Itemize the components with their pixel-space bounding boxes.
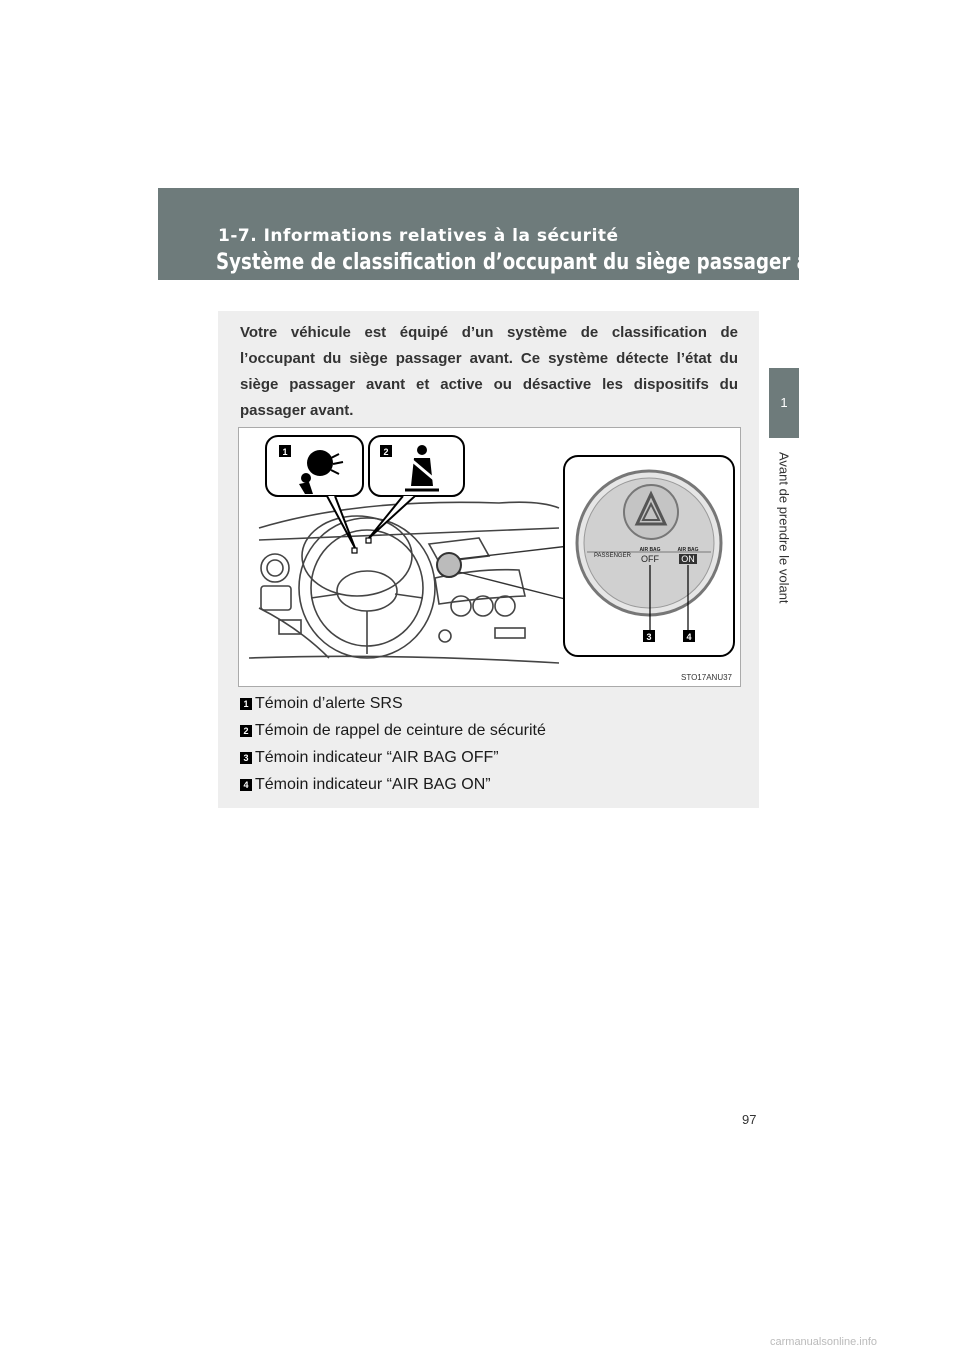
chapter-tab[interactable]: 1 bbox=[769, 368, 799, 438]
airbag-on-label: ON bbox=[681, 554, 695, 564]
marker-2-label: 2 bbox=[383, 447, 389, 457]
airbag-on-top-label: AIR BAG bbox=[677, 547, 699, 553]
callout-text: Témoin de rappel de ceinture de sécurité bbox=[255, 721, 546, 739]
callout-text: Témoin indicateur “AIR BAG OFF” bbox=[255, 748, 499, 766]
content-box bbox=[218, 311, 759, 808]
passenger-label: PASSENGER bbox=[594, 553, 631, 559]
callout-text: Témoin indicateur “AIR BAG ON” bbox=[255, 775, 491, 793]
airbag-off-label: OFF bbox=[641, 554, 659, 564]
marker-3-label: 3 bbox=[646, 632, 652, 642]
callout-item bbox=[240, 744, 750, 771]
page-header bbox=[158, 188, 855, 280]
intro-paragraph: Votre véhicule est équipé d’un système de classification de l’occupant du siège passager avant. Ce système détecte l’état du siège passager avant et active ou désactive les dispositifs du passager avant. bbox=[240, 324, 738, 419]
callout-number-badge: 3 bbox=[240, 752, 252, 764]
page-number: 97 bbox=[742, 1112, 757, 1127]
dashboard-illustration bbox=[239, 428, 740, 686]
marker-1-label: 1 bbox=[282, 447, 288, 457]
figure-code: STO17ANU37 bbox=[681, 673, 732, 682]
callout-list bbox=[240, 690, 750, 798]
callout-number-badge: 2 bbox=[240, 725, 252, 737]
callout-number-badge: 1 bbox=[240, 698, 252, 710]
callout-number-badge: 4 bbox=[240, 779, 252, 791]
callout-item bbox=[240, 771, 750, 798]
callout-item bbox=[240, 717, 750, 744]
chapter-label: Avant de prendre le volant bbox=[776, 452, 792, 604]
airbag-off-top-label: AIR BAG bbox=[639, 547, 661, 553]
callout-text: Témoin d’alerte SRS bbox=[255, 694, 403, 712]
watermark[interactable]: carmanualsonline.info bbox=[770, 1336, 878, 1348]
section-label: 1-7. Informations relatives à la sécurité bbox=[218, 226, 619, 246]
page-title: Système de classification d’occupant du siège passager avant bbox=[216, 250, 855, 275]
marker-4-label: 4 bbox=[686, 632, 692, 642]
dashboard-figure bbox=[238, 427, 741, 687]
callout-item bbox=[240, 690, 750, 717]
